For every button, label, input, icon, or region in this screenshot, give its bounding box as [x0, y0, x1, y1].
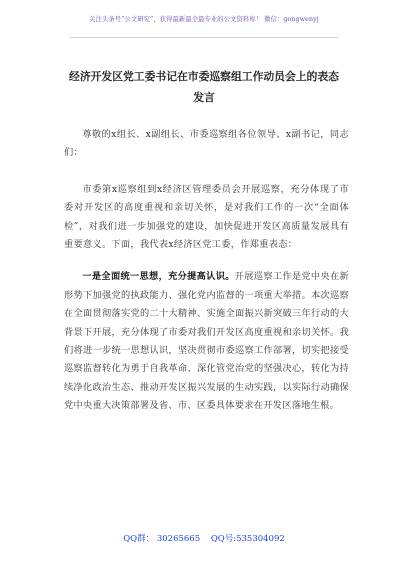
header-banner: 关注头条号“公文研究”，获得最新最全最专业的公文资料库！ 微信：gongwenyj	[89, 16, 319, 23]
salutation: 尊敬的x组长、x副组长、市委巡察组各位领导、x副书记，同志们：	[64, 129, 349, 159]
document-body	[64, 126, 349, 430]
title-line-2: 发言	[193, 91, 215, 104]
paragraph-2-lead: 一是全面统一思想，充分提高认识。	[82, 271, 235, 283]
footer-qq-group: QQ群： 30265665	[123, 534, 201, 544]
header-divider	[70, 37, 338, 38]
title-line-1: 经济开发区党工委书记在市委巡察组工作动员会上的表态	[69, 70, 339, 83]
paragraph-1: 市委第x巡察组到x经济区管理委员会开展巡察，充分体现了市委对开发区的高度重视和亲切关怀，是对我们工作的一次“全面体检”，对我们进一步加强党的建设，加快促进开发区高质量发展具有重要意义。下面，我代表x经济区党工委，作郑重表态：	[64, 183, 349, 251]
document-title	[60, 66, 348, 108]
footer	[0, 532, 408, 544]
paragraph-2	[64, 268, 349, 415]
footer-qq-number: QQ号:535304092	[210, 534, 285, 544]
paragraph-2-text: 开展巡察工作是党中央在新形势下加强党的执政能力、强化党内监督的一项重大举措。本次巡察在全面贯彻落实党的二十大精神、实施全面振兴新突破三年行动的大背景下开展，充分体现了市委对我们开发区高度重视和亲切关怀。我们将进一步统一思想认识，坚决贯彻市委巡察工作部署，切实把接受巡察监督转化为勇于自我革命、深化管党治党的坚强决心，转化为持续净化政治生态、推动开发区振兴发展的生动实践，以实际行动确保党中央重大决策部署及省、市、区委具体要求在开发区落地生根。	[64, 271, 349, 412]
